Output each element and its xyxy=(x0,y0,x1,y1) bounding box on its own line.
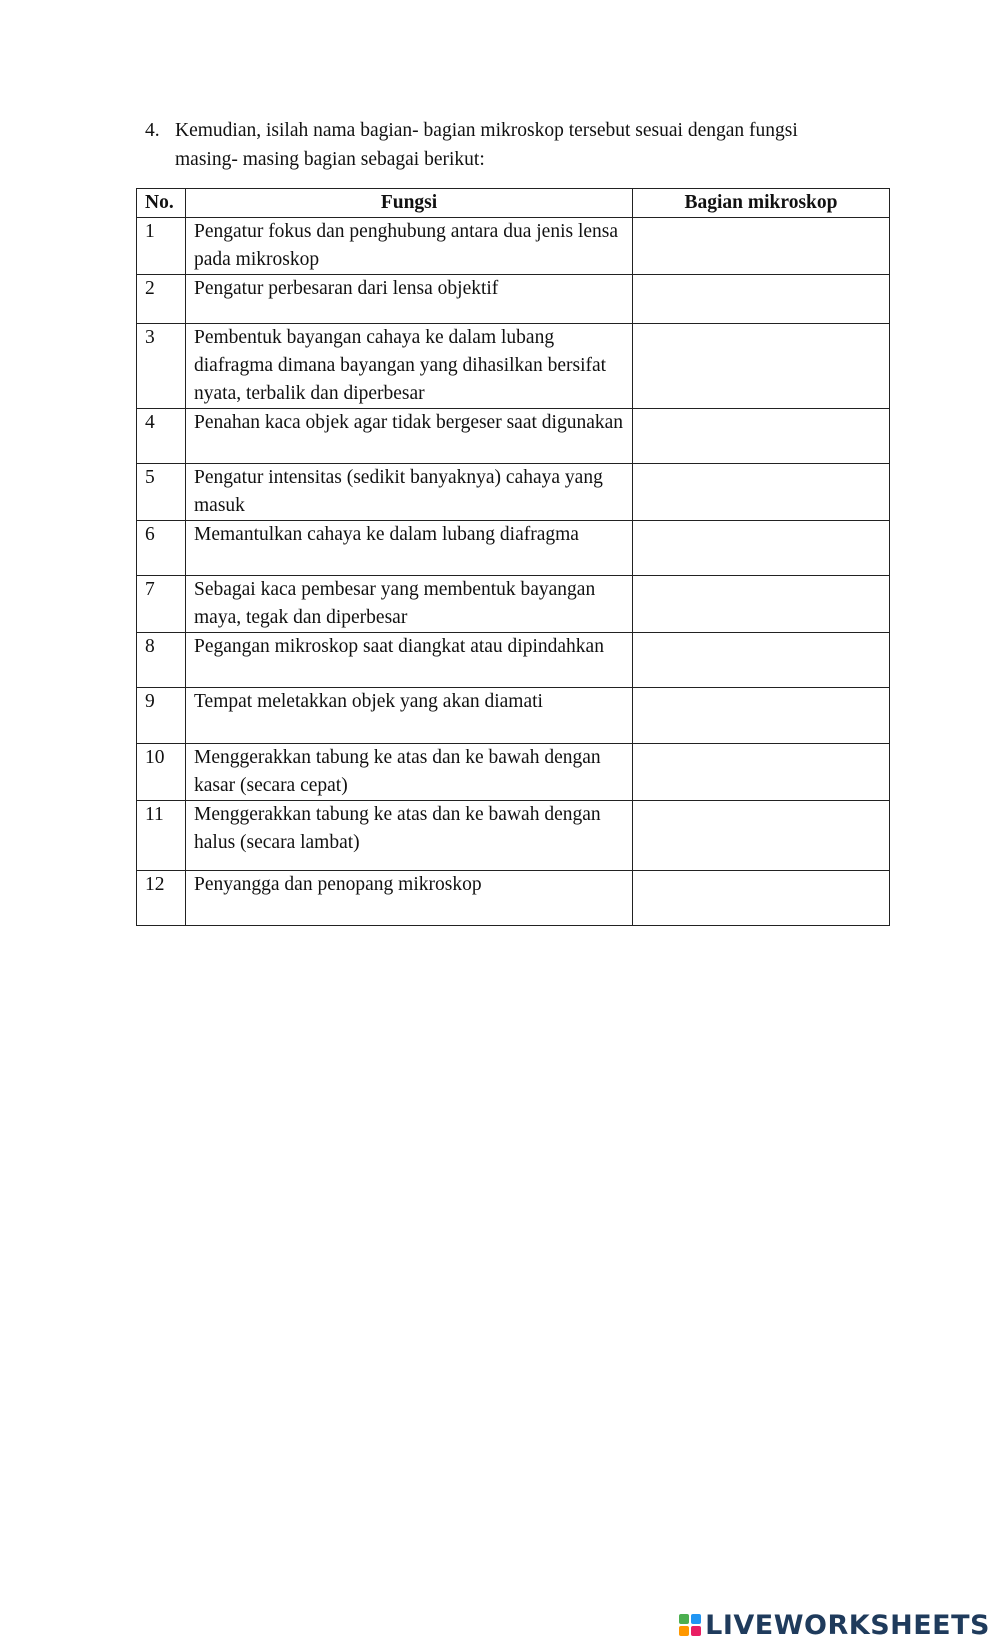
microscope-parts-table xyxy=(136,188,890,926)
answer-cell[interactable] xyxy=(633,633,890,688)
instruction-number: 4. xyxy=(145,120,160,141)
answer-cell[interactable] xyxy=(633,275,890,324)
instruction xyxy=(145,116,865,174)
liveworksheets-logo-icon xyxy=(679,1614,701,1636)
table-row xyxy=(137,744,890,801)
row-fungsi: Tempat meletakkan objek yang akan diamati xyxy=(186,688,633,744)
row-fungsi: Pengatur intensitas (sedikit banyaknya) cahaya yang masuk xyxy=(186,464,633,521)
answer-cell[interactable] xyxy=(633,464,890,521)
row-fungsi: Pengatur perbesaran dari lensa objektif xyxy=(186,275,633,324)
row-fungsi: Menggerakkan tabung ke atas dan ke bawah dengan halus (secara lambat) xyxy=(186,801,633,871)
table-row xyxy=(137,521,890,576)
instruction-text: Kemudian, isilah nama bagian- bagian mikroskop tersebut sesuai dengan fungsi masing- masing bagian sebagai berikut: xyxy=(175,120,798,170)
logo-square-orange xyxy=(679,1626,689,1636)
logo-square-green xyxy=(679,1614,689,1624)
answer-cell[interactable] xyxy=(633,744,890,801)
row-number: 1 xyxy=(137,218,186,275)
table-row xyxy=(137,871,890,926)
row-fungsi: Pengatur fokus dan penghubung antara dua jenis lensa pada mikroskop xyxy=(186,218,633,275)
logo-square-pink xyxy=(691,1626,701,1636)
table-row xyxy=(137,801,890,871)
table-row xyxy=(137,688,890,744)
row-fungsi: Penahan kaca objek agar tidak bergeser saat digunakan xyxy=(186,409,633,464)
answer-cell[interactable] xyxy=(633,688,890,744)
answer-cell[interactable] xyxy=(633,521,890,576)
row-fungsi: Pegangan mikroskop saat diangkat atau dipindahkan xyxy=(186,633,633,688)
row-number: 4 xyxy=(137,409,186,464)
row-number: 8 xyxy=(137,633,186,688)
table-row xyxy=(137,324,890,409)
row-number: 5 xyxy=(137,464,186,521)
header-bagian-mikroskop: Bagian mikroskop xyxy=(633,189,890,218)
table-row xyxy=(137,275,890,324)
answer-cell[interactable] xyxy=(633,218,890,275)
row-fungsi: Sebagai kaca pembesar yang membentuk bayangan maya, tegak dan diperbesar xyxy=(186,576,633,633)
logo-square-blue xyxy=(691,1614,701,1624)
row-fungsi: Memantulkan cahaya ke dalam lubang diafragma xyxy=(186,521,633,576)
row-number: 2 xyxy=(137,275,186,324)
row-number: 9 xyxy=(137,688,186,744)
answer-cell[interactable] xyxy=(633,324,890,409)
answer-cell[interactable] xyxy=(633,801,890,871)
header-no: No. xyxy=(137,189,186,218)
row-fungsi: Pembentuk bayangan cahaya ke dalam lubang diafragma dimana bayangan yang dihasilkan bersifat nyata, terbalik dan diperbesar xyxy=(186,324,633,409)
row-number: 6 xyxy=(137,521,186,576)
answer-cell[interactable] xyxy=(633,576,890,633)
table-row xyxy=(137,464,890,521)
table-row xyxy=(137,633,890,688)
logo-text: LIVEWORKSHEETS xyxy=(705,1609,990,1641)
row-number: 3 xyxy=(137,324,186,409)
header-fungsi: Fungsi xyxy=(186,189,633,218)
table-row xyxy=(137,409,890,464)
row-number: 12 xyxy=(137,871,186,926)
row-number: 11 xyxy=(137,801,186,871)
table-row xyxy=(137,218,890,275)
row-number: 7 xyxy=(137,576,186,633)
row-number: 10 xyxy=(137,744,186,801)
row-fungsi: Penyangga dan penopang mikroskop xyxy=(186,871,633,926)
answer-cell[interactable] xyxy=(633,871,890,926)
answer-cell[interactable] xyxy=(633,409,890,464)
table-row xyxy=(137,576,890,633)
liveworksheets-logo xyxy=(679,1607,990,1643)
table-header-row xyxy=(137,189,890,218)
row-fungsi: Menggerakkan tabung ke atas dan ke bawah dengan kasar (secara cepat) xyxy=(186,744,633,801)
